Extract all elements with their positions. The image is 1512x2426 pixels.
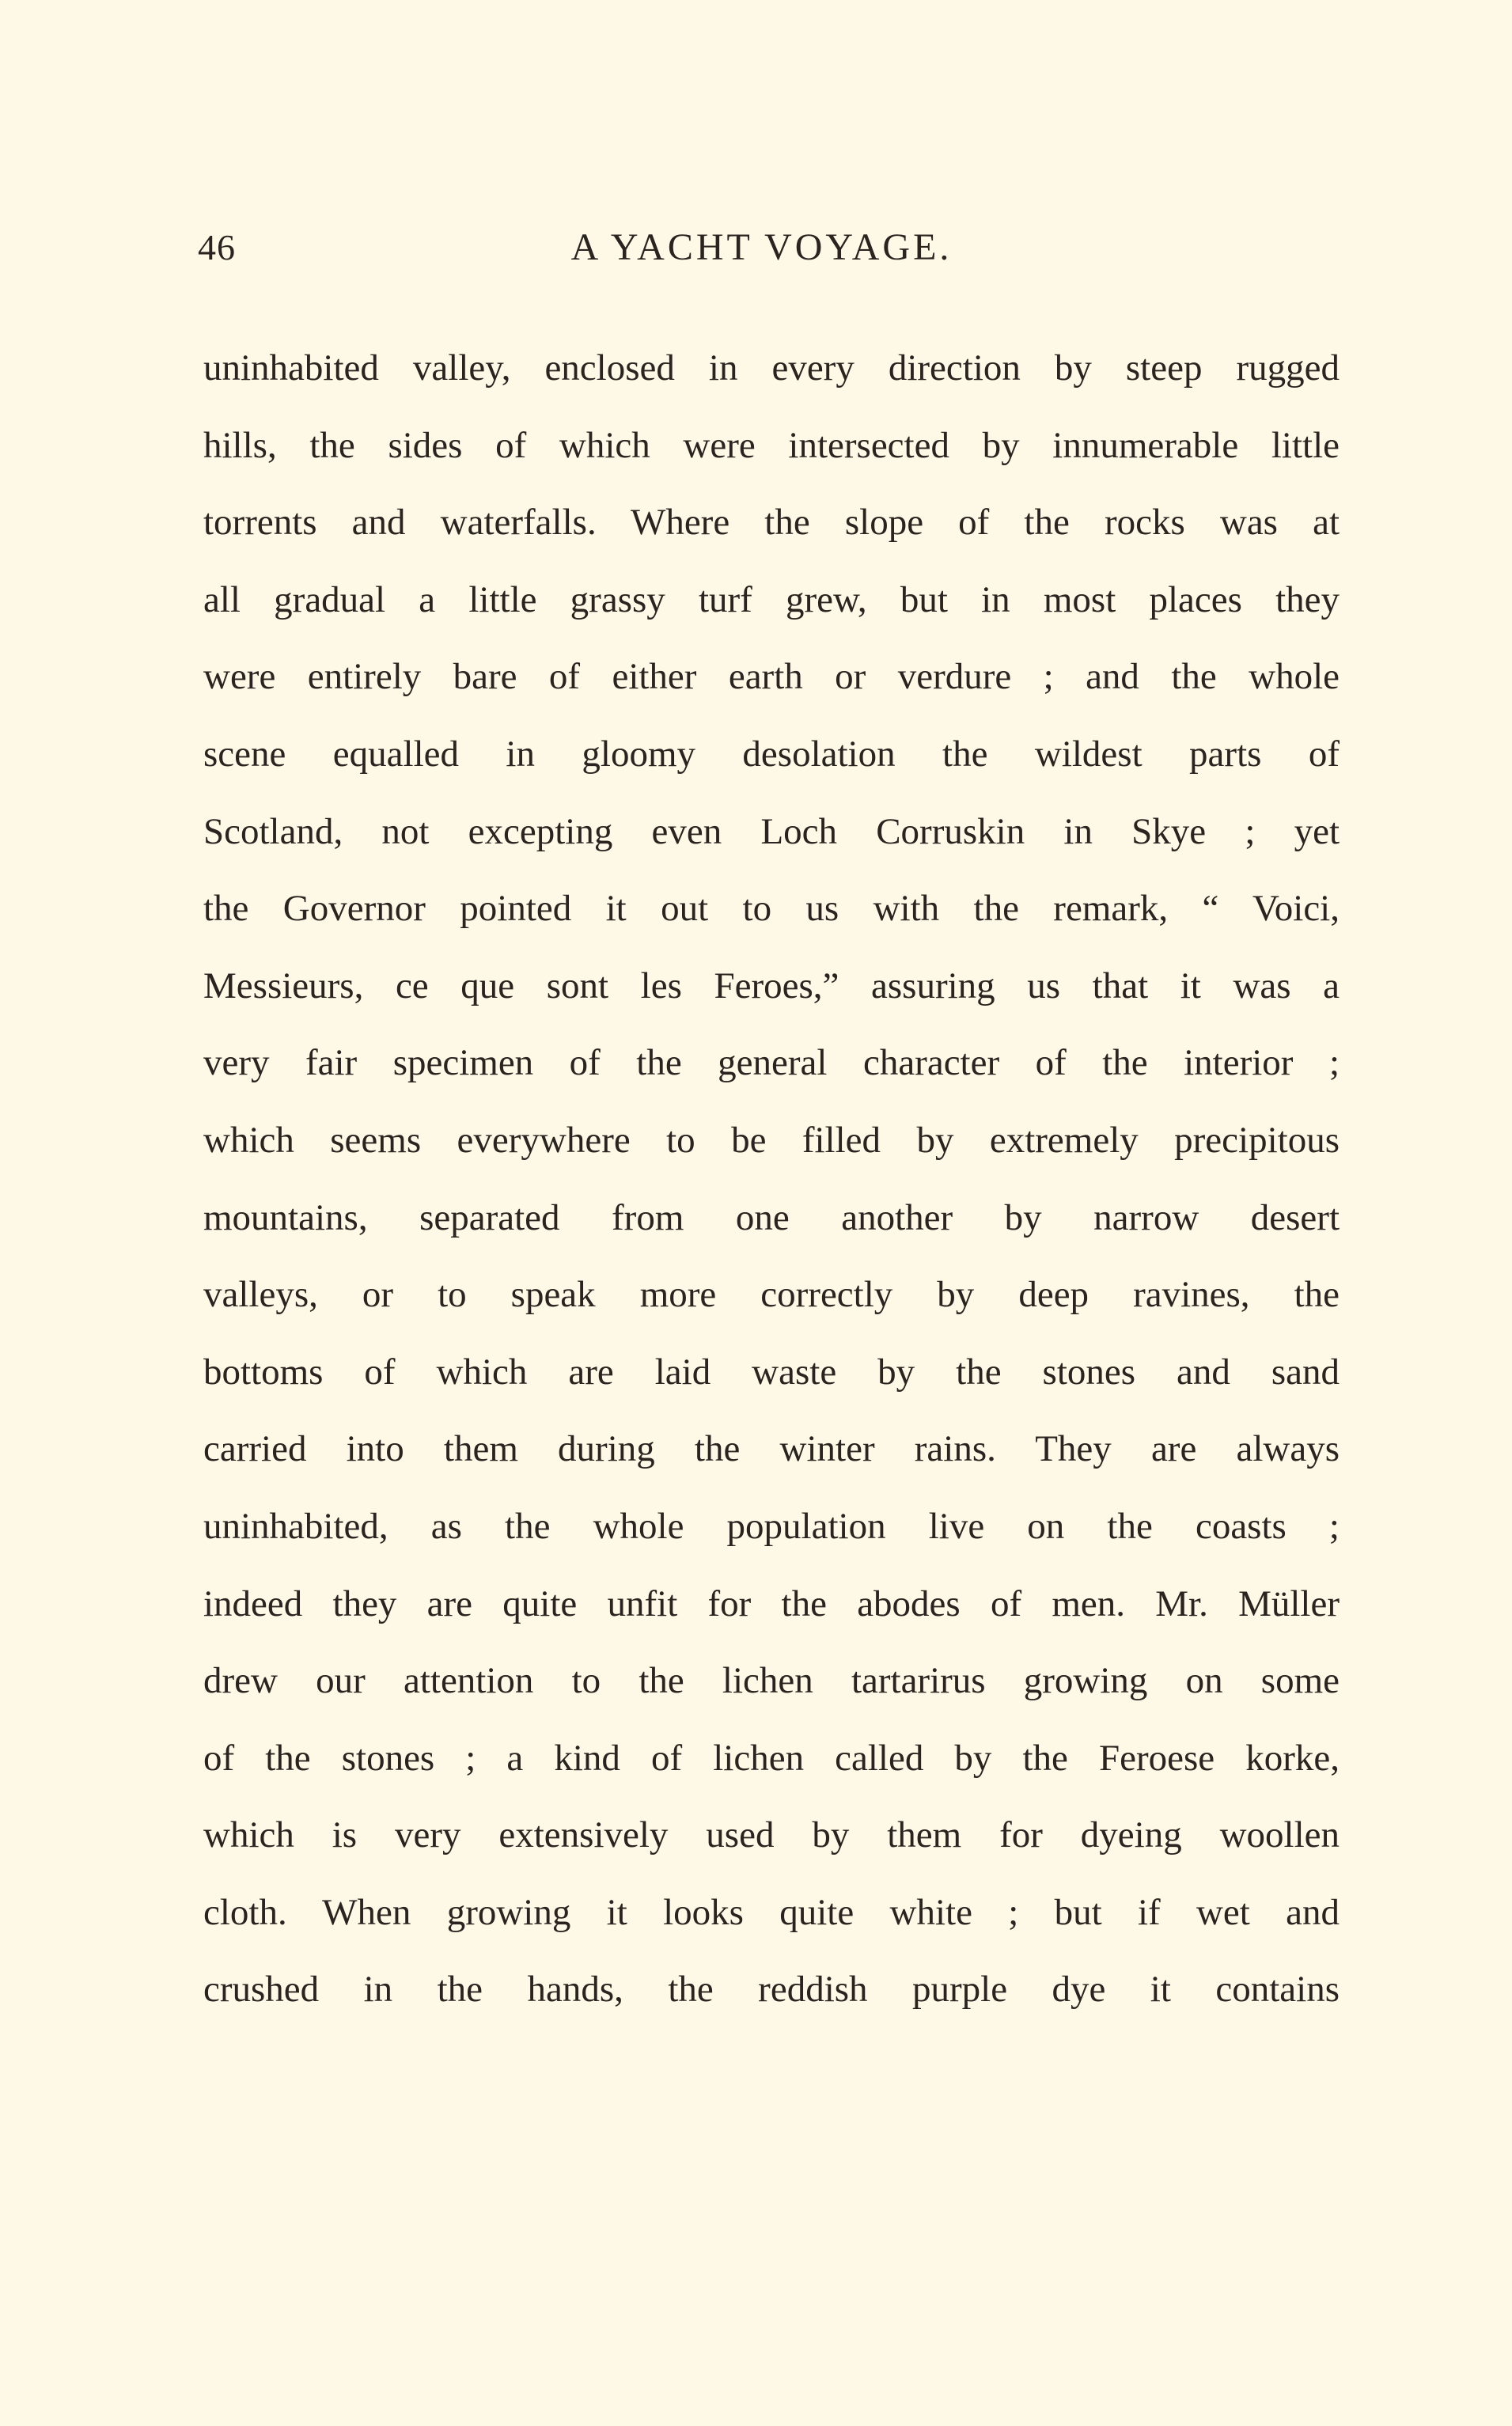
text-line: valleys, or to speak more correctly by deep ravines, the bbox=[203, 1274, 1340, 1316]
text-line: were entirely bare of either earth or verdure ; and the whole bbox=[203, 656, 1340, 698]
text-line: Scotland, not excepting even Loch Corruskin in Skye ; yet bbox=[203, 810, 1340, 852]
text-line: Messieurs, ce que sont les Feroes,” assuring us that it was a bbox=[203, 965, 1340, 1006]
text-line: hills, the sides of which were intersected by innumerable little bbox=[203, 424, 1340, 466]
body-text bbox=[203, 340, 1340, 2039]
text-line: all gradual a little grassy turf grew, but in most places they bbox=[203, 578, 1340, 620]
page-number: 46 bbox=[198, 227, 236, 267]
text-line: carried into them during the winter rains. They are always bbox=[203, 1428, 1340, 1470]
text-line: scene equalled in gloomy desolation the wildest parts of bbox=[203, 733, 1340, 775]
running-head: A YACHT VOYAGE. bbox=[570, 226, 953, 268]
page-header bbox=[0, 224, 1512, 271]
text-line: indeed they are quite unfit for the abodes of men. Mr. Müller bbox=[203, 1583, 1340, 1624]
text-line: which is very extensively used by them for dyeing woollen bbox=[203, 1814, 1340, 1856]
text-line: torrents and waterfalls. Where the slope of the rocks was at bbox=[203, 502, 1340, 544]
text-line: uninhabited valley, enclosed in every direction by steep rugged bbox=[203, 347, 1340, 389]
text-line: crushed in the hands, the reddish purple dye it contains bbox=[203, 1969, 1340, 2011]
text-line: mountains, separated from one another by narrow desert bbox=[203, 1196, 1340, 1238]
text-line: bottoms of which are laid waste by the stones and sand bbox=[203, 1351, 1340, 1393]
text-line: of the stones ; a kind of lichen called by the Feroese korke, bbox=[203, 1737, 1340, 1779]
text-line: very fair specimen of the general character of the interior ; bbox=[203, 1042, 1340, 1084]
text-line: which seems everywhere to be filled by extremely precipitous bbox=[203, 1119, 1340, 1161]
text-line: the Governor pointed it out to us with the remark, “ Voici, bbox=[203, 888, 1340, 930]
text-line: cloth. When growing it looks quite white ; but if wet and bbox=[203, 1891, 1340, 1933]
text-line: drew our attention to the lichen tartarirus growing on some bbox=[203, 1660, 1340, 1702]
text-line: uninhabited, as the whole population live on the coasts ; bbox=[203, 1505, 1340, 1547]
